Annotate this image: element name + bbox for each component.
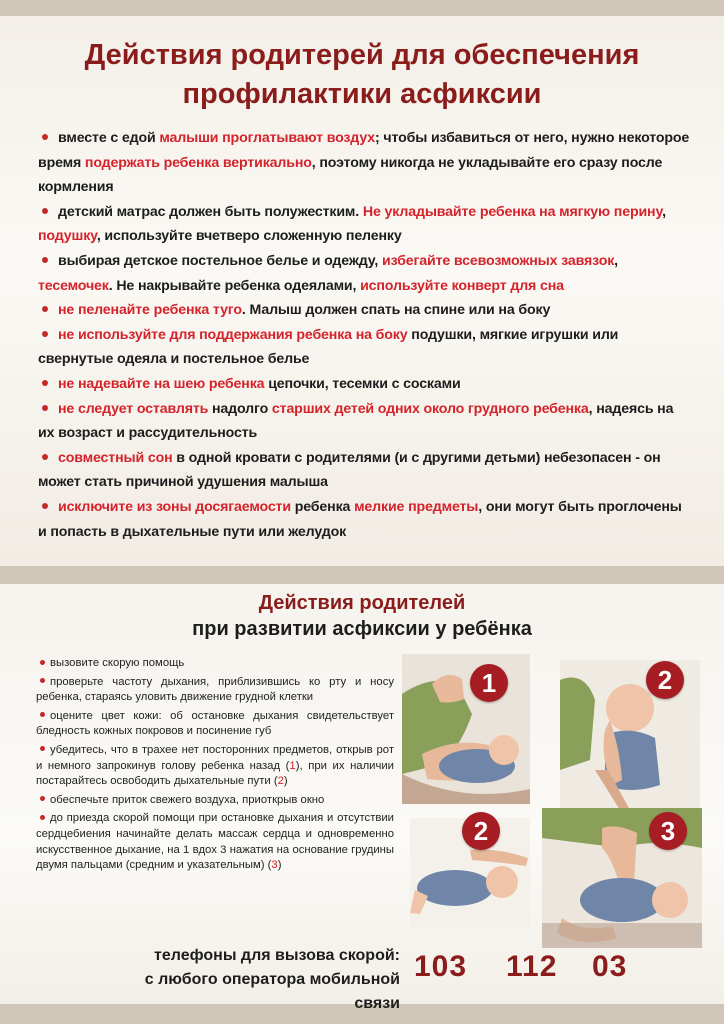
prevention-item — [38, 126, 690, 200]
bullet-icon — [42, 331, 48, 337]
item-text: . Малыш должен спать на спине или на боку — [241, 302, 551, 319]
section-divider — [0, 566, 724, 584]
step-badge-3: 3 — [649, 812, 687, 850]
item-text: ребенка — [290, 498, 355, 515]
step-badge-2-top: 2 — [646, 661, 684, 699]
item-text: выбирая детское постельное белье и одежду, — [58, 252, 383, 269]
emergency-steps — [36, 656, 394, 877]
bullet-icon — [42, 208, 48, 214]
top-band — [0, 0, 724, 16]
bullet-icon — [40, 796, 45, 801]
highlighted-text: мелкие предметы — [354, 498, 479, 515]
prevention-item — [38, 372, 690, 397]
phone-number-112[interactable]: 112 — [506, 950, 558, 983]
highlighted-text: старших детей одних около грудного ребенка — [271, 400, 589, 417]
bullet-icon — [42, 503, 48, 509]
prevention-item — [38, 249, 690, 298]
item-text: подушки, мягкие игрушки или свернутые одеяла и постельное белье — [38, 326, 619, 368]
bullet-icon — [42, 454, 48, 460]
emergency-step — [36, 793, 394, 809]
phones-label-line1: телефоны для вызова скорой: — [154, 947, 400, 964]
highlighted-text: исключите из зоны досягаемости — [58, 498, 291, 515]
item-text: ; чтобы избавиться от него, нужно некоторое время — [38, 130, 690, 171]
phone-number-103[interactable]: 103 — [414, 950, 468, 983]
highlighted-text: используйте конверт для сна — [360, 277, 564, 294]
emergency-title-line2: при развитии асфиксии у ребёнка — [192, 618, 532, 640]
item-text: ) — [283, 775, 288, 788]
prevention-list — [38, 126, 690, 544]
highlighted-text: малыши проглатывают воздух — [159, 130, 375, 146]
item-text: до приезда скорой помощи при остановке дыхания и отсутствии сердцебиения начинайте делать массаж сердца и одновременно искусственное дыхание, на 1 вдох 3 нажатия на основание грудины двумя пальцами (средним и указательным) ( — [36, 812, 394, 872]
highlighted-text: не пеленайте ребенка туго — [58, 302, 242, 319]
item-text: цепочки, тесемки с сосками — [264, 375, 461, 392]
bullet-icon — [42, 380, 48, 386]
item-text: , надеясь на их возраст и рассудительность — [38, 400, 674, 442]
page-title-line2: профилактики асфиксии — [182, 78, 542, 110]
item-text: , используйте вчетверо сложенную пеленку — [96, 228, 402, 245]
item-text: вызовите скорую помощь — [50, 657, 185, 669]
page-title — [20, 36, 704, 114]
highlighted-text: подушку — [38, 228, 97, 245]
item-text: , они могут быть проглочены и попасть в дыхательные пути или желудок — [38, 498, 682, 540]
bullet-icon — [40, 712, 45, 717]
item-text: вместе с едой — [58, 130, 160, 146]
highlighted-text: 3 — [271, 859, 278, 872]
bullet-icon — [40, 815, 45, 820]
item-text: , — [614, 252, 618, 269]
highlighted-text: подержать ребенка вертикально — [84, 154, 312, 171]
step-badge-1: 1 — [470, 664, 508, 702]
highlighted-text: не используйте для поддержания ребенка на боку — [58, 326, 408, 343]
emergency-step — [36, 811, 394, 873]
highlighted-text: 1 — [289, 759, 296, 772]
prevention-item — [38, 446, 690, 495]
highlighted-text: 2 — [277, 775, 284, 788]
prevention-item — [38, 397, 690, 446]
phones-label — [120, 944, 400, 1016]
item-text: . Не накрывайте ребенка одеялами, — [108, 277, 361, 294]
item-text: , поэтому никогда не укладывайте его сразу после кормления — [38, 154, 663, 196]
bullet-icon — [42, 306, 48, 312]
page-title-line1: Действия родитерей для обеспечения — [84, 39, 640, 71]
item-text: ), при их наличии постарайтесь освободить дыхательные пути ( — [36, 759, 394, 788]
item-text: убедитесь, что в трахее нет посторонних предметов, открыв рот и немного запрокинув голову ребенка назад ( — [36, 743, 394, 772]
emergency-step — [36, 656, 394, 672]
emergency-step — [36, 675, 394, 706]
highlighted-text: избегайте всевозможных завязок — [382, 252, 615, 269]
phones-label-line2: с любого оператора мобильной связи — [144, 971, 400, 1012]
prevention-item — [38, 495, 690, 544]
bullet-icon — [42, 257, 48, 263]
item-text: , — [662, 203, 666, 220]
emergency-step — [36, 709, 394, 740]
item-text: детский матрас должен быть полужестким. — [58, 203, 363, 220]
highlighted-text: Не укладывайте ребенка на мягкую перину — [362, 203, 663, 220]
item-text: обеспечьте приток свежего воздуха, приоткрыв окно — [50, 793, 325, 806]
prevention-item — [38, 200, 690, 249]
illustration-check-breathing — [402, 654, 530, 804]
bullet-icon — [40, 660, 45, 665]
highlighted-text: совместный сон — [58, 449, 173, 466]
item-text: ) — [277, 859, 282, 872]
bullet-icon — [40, 678, 45, 683]
item-text: оцените цвет кожи: об остановке дыхания свидетельствует бледность кожных покровов и посинение губ — [36, 709, 394, 738]
highlighted-text: не следует оставлять — [58, 400, 209, 417]
prevention-item — [38, 323, 690, 372]
phone-number-03[interactable]: 03 — [592, 950, 628, 983]
step-badge-2-bottom: 2 — [462, 812, 500, 850]
emergency-title-line1: Действия родителей — [258, 592, 466, 614]
highlighted-text: тесемочек — [38, 277, 109, 294]
bullet-icon — [42, 134, 48, 140]
highlighted-text: не надевайте на шею ребенка — [58, 375, 265, 392]
item-text: проверьте частоту дыхания, приблизившись ко рту и носу ребенка, стараясь уловить движение грудной клетки — [36, 675, 394, 704]
emergency-title — [120, 590, 604, 642]
bullet-icon — [42, 405, 48, 411]
prevention-item — [38, 298, 690, 323]
item-text: в одной кровати с родителями (и с другими детьми) небезопасен - он может стать причиной удушения малыша — [38, 449, 661, 491]
item-text: надолго — [208, 400, 272, 417]
bullet-icon — [40, 746, 45, 751]
emergency-step — [36, 743, 394, 790]
